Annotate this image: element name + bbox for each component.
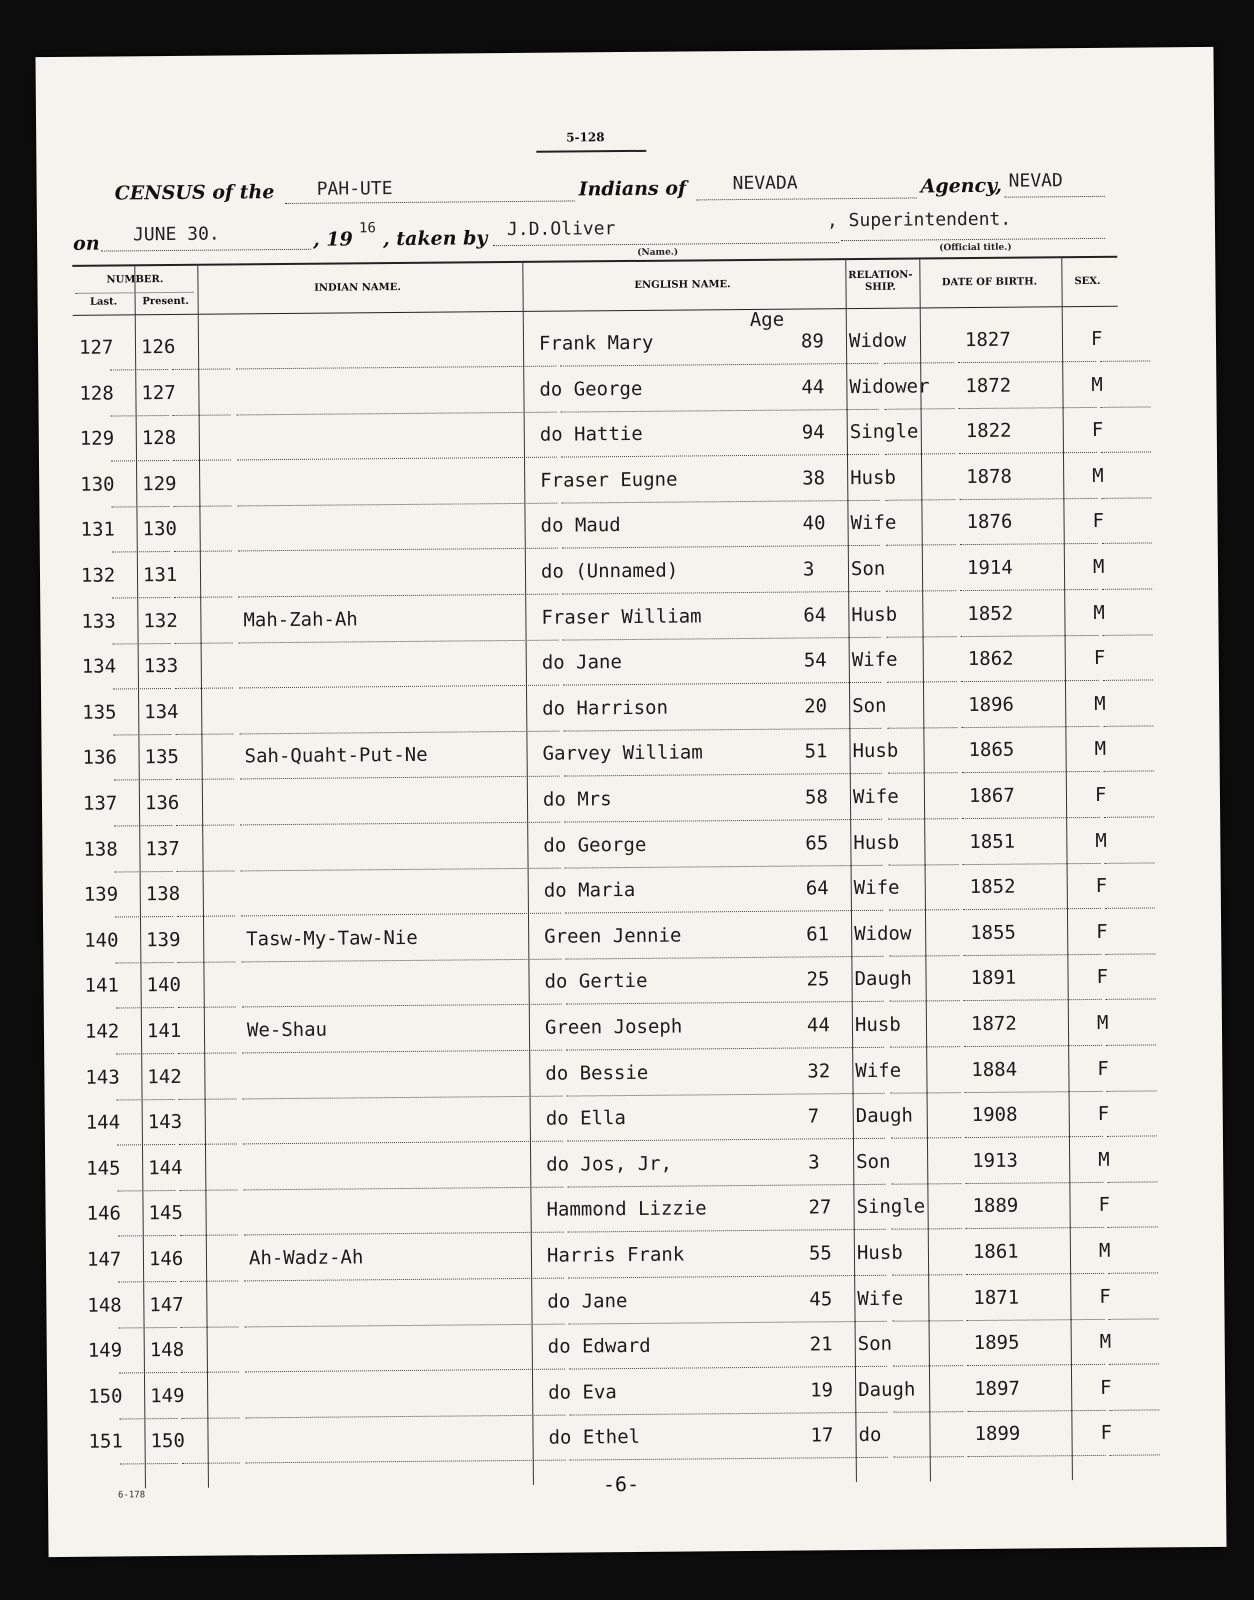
- indians-of-label: Indians of: [578, 177, 687, 201]
- cell-last-number: 145: [86, 1157, 121, 1180]
- cell-age: 61: [806, 923, 830, 946]
- cell-age: 58: [804, 786, 828, 809]
- state-line: [697, 197, 917, 200]
- relationship-heading: RELATION- SHIP.: [848, 269, 913, 293]
- date-value: JUNE 30.: [132, 223, 220, 246]
- cell-sex: F: [1093, 647, 1106, 670]
- cell-relationship: Husb: [854, 1013, 901, 1037]
- cell-age: 27: [808, 1196, 832, 1219]
- cell-sex: F: [1097, 1057, 1109, 1080]
- cell-present-number: 133: [143, 655, 179, 678]
- cell-date-of-birth: 1899: [974, 1423, 1021, 1446]
- cell-present-number: 127: [141, 381, 176, 404]
- agency-label: Agency,: [920, 174, 1003, 198]
- cell-english-name: do Jane: [541, 651, 622, 674]
- cell-present-number: 135: [144, 746, 180, 769]
- census-page: [35, 47, 1226, 1557]
- cell-relationship: Son: [852, 694, 887, 717]
- cell-present-number: 130: [142, 518, 178, 541]
- cell-date-of-birth: 1878: [966, 465, 1013, 488]
- cell-present-number: 138: [145, 883, 181, 906]
- cell-sex: M: [1098, 1239, 1111, 1262]
- cell-age: 55: [808, 1242, 832, 1265]
- cell-english-name: do Hattie: [539, 423, 643, 446]
- cell-last-number: 131: [80, 518, 116, 542]
- cell-age: 64: [803, 603, 827, 627]
- cell-last-number: 136: [82, 746, 118, 770]
- cell-english-name: Fraser William: [541, 604, 702, 629]
- cell-last-number: 142: [84, 1020, 120, 1043]
- cell-date-of-birth: 1897: [974, 1377, 1020, 1400]
- agency-line: [1005, 196, 1105, 198]
- number-heading: NUMBER.: [106, 274, 164, 286]
- cell-last-number: 135: [82, 701, 117, 724]
- cell-english-name: do Jos, Jr,: [546, 1152, 673, 1176]
- table-row: [82, 1410, 1127, 1465]
- cell-relationship: Daugh: [855, 1104, 914, 1128]
- cell-date-of-birth: 1914: [966, 556, 1013, 580]
- cell-relationship: Widow: [854, 922, 912, 945]
- cell-date-of-birth: 1884: [971, 1058, 1018, 1081]
- cell-present-number: 143: [147, 1111, 183, 1134]
- cell-date-of-birth: 1913: [972, 1149, 1019, 1172]
- cell-relationship: Widow: [848, 329, 907, 353]
- cell-date-of-birth: 1855: [970, 921, 1017, 944]
- date-of-birth-heading: DATE OF BIRTH.: [941, 276, 1038, 289]
- cell-age: 44: [801, 375, 825, 399]
- date-line: [101, 249, 311, 252]
- title-caption: (Official title.): [939, 242, 1012, 254]
- cell-date-of-birth: 1872: [970, 1012, 1017, 1036]
- heading-bottom-rule: [73, 306, 1118, 316]
- enumerator-value: J.D.Oliver: [506, 218, 616, 241]
- cell-english-name: do Ethel: [548, 1426, 641, 1450]
- cell-english-name: do Bessie: [545, 1061, 649, 1085]
- cell-relationship: Daugh: [858, 1378, 916, 1401]
- cell-sex: F: [1100, 1422, 1113, 1445]
- cell-date-of-birth: 1891: [970, 967, 1017, 990]
- cell-sex: F: [1099, 1285, 1111, 1308]
- cell-english-name: do Eva: [548, 1380, 617, 1404]
- cell-english-name: do Maud: [540, 514, 621, 538]
- cell-last-number: 127: [78, 336, 114, 359]
- cell-sex: F: [1098, 1194, 1111, 1217]
- census-label: CENSUS of the: [114, 181, 275, 205]
- cell-sex: F: [1091, 419, 1104, 442]
- cell-last-number: 137: [82, 792, 118, 815]
- cell-date-of-birth: 1861: [972, 1240, 1019, 1264]
- present-heading: Present.: [142, 295, 189, 308]
- cell-last-number: 128: [79, 382, 114, 405]
- cell-present-number: 145: [148, 1202, 183, 1225]
- cell-english-name: do Mrs: [542, 788, 612, 811]
- cell-present-number: 142: [147, 1065, 182, 1088]
- cell-last-number: 134: [81, 655, 117, 678]
- cell-sex: M: [1095, 829, 1107, 852]
- cell-present-number: 128: [141, 427, 177, 450]
- cell-age: 54: [803, 649, 827, 672]
- cell-relationship: Son: [850, 557, 886, 581]
- cell-date-of-birth: 1871: [973, 1286, 1020, 1309]
- row-dotted-rule: [182, 1463, 240, 1465]
- cell-present-number: 149: [150, 1384, 185, 1408]
- cell-present-number: 132: [143, 609, 178, 632]
- indian-name-heading: INDIAN NAME.: [314, 281, 401, 294]
- tribe-line: [285, 200, 575, 204]
- cell-english-name: do (Unnamed): [540, 559, 679, 583]
- cell-relationship: Wife: [851, 648, 898, 672]
- cell-sex: M: [1096, 1011, 1109, 1034]
- cell-relationship: Son: [857, 1332, 893, 1356]
- cell-english-name: Hammond Lizzie: [546, 1197, 707, 1222]
- year-prefix: , 19: [312, 228, 353, 251]
- cell-relationship: Wife: [853, 876, 900, 900]
- cell-indian-name: Ah-Wadz-Ah: [248, 1246, 364, 1270]
- form-number: 5-128: [566, 130, 605, 145]
- cell-age: 25: [806, 968, 830, 991]
- cell-last-number: 139: [83, 883, 119, 906]
- cell-relationship: Daugh: [854, 967, 912, 991]
- cell-last-number: 150: [88, 1385, 123, 1408]
- cell-sex: M: [1092, 464, 1104, 487]
- cell-date-of-birth: 1865: [968, 739, 1015, 762]
- cell-sex: F: [1090, 327, 1103, 350]
- last-heading: Last.: [89, 296, 118, 308]
- cell-sex: F: [1095, 875, 1108, 898]
- cell-present-number: 131: [142, 563, 178, 587]
- year-suffix: 16: [358, 220, 376, 237]
- cell-age: 38: [802, 467, 826, 490]
- agency-value: NEVAD: [1008, 170, 1063, 192]
- cell-date-of-birth: 1822: [965, 419, 1012, 443]
- cell-last-number: 140: [84, 929, 119, 952]
- cell-age: 7: [807, 1105, 820, 1128]
- cell-age: 3: [808, 1151, 820, 1174]
- table-top-rule: [72, 256, 1117, 267]
- cell-age: 45: [809, 1287, 833, 1311]
- cell-present-number: 134: [144, 700, 179, 724]
- cell-date-of-birth: 1889: [972, 1195, 1019, 1218]
- cell-english-name: do George: [539, 377, 643, 401]
- cell-last-number: 141: [84, 974, 120, 998]
- cell-present-number: 126: [140, 335, 176, 359]
- cell-age: 21: [809, 1333, 833, 1356]
- cell-present-number: 148: [149, 1339, 185, 1362]
- cell-sex: F: [1097, 1103, 1110, 1126]
- footer-form-code: 6-178: [117, 1490, 146, 1501]
- cell-last-number: 130: [80, 473, 115, 496]
- cell-present-number: 147: [149, 1293, 184, 1316]
- cell-english-name: do Gertie: [544, 970, 648, 994]
- cell-last-number: 147: [86, 1248, 122, 1271]
- cell-relationship: Wife: [850, 512, 897, 535]
- cell-relationship: Widower: [849, 374, 930, 398]
- row-dotted-rule: [894, 1457, 964, 1459]
- cell-present-number: 136: [144, 791, 180, 815]
- cell-english-name: do Edward: [547, 1335, 651, 1358]
- cell-age: 65: [805, 831, 829, 855]
- cell-date-of-birth: 1876: [966, 511, 1013, 534]
- row-dotted-rule: [120, 1463, 178, 1465]
- cell-date-of-birth: 1852: [967, 602, 1014, 625]
- cell-last-number: 143: [85, 1066, 120, 1089]
- row-dotted-rule: [968, 1455, 1106, 1457]
- cell-present-number: 140: [146, 974, 182, 997]
- cell-age: 94: [801, 421, 825, 444]
- cell-last-number: 148: [87, 1294, 122, 1317]
- sex-heading: SEX.: [1074, 275, 1101, 288]
- cell-english-name: do Ella: [545, 1107, 626, 1130]
- cell-present-number: 139: [146, 928, 181, 952]
- enumerator-title: , Superintendent.: [826, 208, 1012, 232]
- cell-relationship: Wife: [857, 1287, 904, 1310]
- cell-present-number: 144: [148, 1156, 183, 1180]
- cell-age: 17: [810, 1424, 834, 1447]
- cell-sex: M: [1094, 692, 1106, 715]
- cell-date-of-birth: 1827: [964, 328, 1011, 352]
- title-line: [841, 238, 1105, 241]
- on-label: on: [73, 232, 100, 255]
- row-dotted-rule: [570, 1457, 888, 1461]
- tribe-value: PAH-UTE: [316, 178, 393, 200]
- taken-by-label: , taken by: [382, 227, 488, 251]
- cell-date-of-birth: 1908: [971, 1103, 1018, 1127]
- cell-sex: M: [1092, 555, 1105, 578]
- cell-english-name: Harris Frank: [546, 1243, 685, 1267]
- cell-date-of-birth: 1872: [965, 374, 1012, 397]
- cell-english-name: do Jane: [547, 1289, 628, 1313]
- cell-present-number: 146: [148, 1247, 184, 1271]
- page-number: -6-: [602, 1471, 640, 1497]
- cell-indian-name: Mah-Zah-Ah: [243, 607, 358, 631]
- cell-last-number: 144: [85, 1111, 121, 1134]
- cell-sex: F: [1096, 966, 1109, 989]
- cell-sex: F: [1100, 1376, 1112, 1399]
- cell-relationship: Single: [856, 1195, 926, 1219]
- name-caption: (Name.): [637, 247, 679, 258]
- cell-sex: F: [1094, 783, 1107, 806]
- cell-relationship: Single: [849, 420, 919, 444]
- cell-date-of-birth: 1896: [968, 693, 1015, 716]
- cell-date-of-birth: 1895: [973, 1331, 1020, 1355]
- cell-date-of-birth: 1852: [969, 875, 1016, 899]
- cell-last-number: 151: [88, 1430, 123, 1454]
- cell-relationship: Husb: [852, 740, 899, 763]
- cell-last-number: 146: [86, 1202, 121, 1226]
- age-label: Age: [749, 308, 785, 331]
- cell-english-name: Green Joseph: [544, 1015, 683, 1039]
- cell-sex: M: [1098, 1148, 1110, 1171]
- cell-age: 44: [806, 1014, 830, 1037]
- row-dotted-rule: [246, 1460, 566, 1464]
- cell-age: 19: [810, 1379, 834, 1402]
- state-value: NEVADA: [732, 172, 798, 195]
- cell-age: 3: [802, 558, 815, 581]
- cell-last-number: 133: [81, 610, 116, 633]
- cell-indian-name: Sah-Quaht-Put-Ne: [244, 744, 428, 768]
- cell-age: 32: [807, 1059, 831, 1083]
- cell-english-name: Green Jennie: [544, 924, 682, 948]
- cell-age: 89: [800, 330, 824, 353]
- cell-sex: M: [1094, 738, 1107, 761]
- cell-english-name: Garvey William: [542, 741, 703, 766]
- cell-english-name: Frank Mary: [538, 331, 654, 355]
- cell-english-name: Fraser Eugne: [540, 468, 678, 492]
- cell-sex: M: [1093, 601, 1105, 624]
- cell-sex: M: [1091, 373, 1103, 396]
- cell-present-number: 137: [145, 837, 180, 860]
- cell-last-number: 138: [83, 838, 118, 861]
- cell-age: 40: [802, 512, 826, 535]
- enumerator-line: [493, 242, 839, 246]
- cell-last-number: 149: [87, 1339, 123, 1362]
- cell-sex: F: [1092, 510, 1105, 533]
- cell-english-name: do George: [543, 833, 647, 857]
- cell-sex: M: [1099, 1331, 1112, 1354]
- cell-english-name: do Maria: [543, 879, 636, 902]
- cell-relationship: do: [858, 1424, 882, 1447]
- cell-relationship: Husb: [850, 466, 897, 489]
- cell-present-number: 141: [146, 1019, 182, 1043]
- cell-sex: F: [1096, 920, 1108, 943]
- cell-date-of-birth: 1862: [967, 647, 1014, 671]
- cell-age: 51: [804, 740, 828, 763]
- cell-relationship: Wife: [852, 785, 899, 809]
- row-dotted-rule: [1110, 1455, 1160, 1456]
- cell-relationship: Wife: [855, 1059, 902, 1082]
- cell-age: 64: [805, 877, 829, 900]
- cell-last-number: 132: [80, 564, 116, 587]
- cell-date-of-birth: 1851: [969, 830, 1016, 853]
- english-name-heading: ENGLISH NAME.: [634, 279, 731, 291]
- cell-indian-name: Tasw-My-Taw-Nie: [246, 926, 418, 951]
- cell-relationship: Son: [856, 1150, 891, 1173]
- cell-present-number: 129: [142, 472, 177, 496]
- cell-relationship: Husb: [853, 831, 900, 854]
- cell-date-of-birth: 1867: [968, 784, 1015, 808]
- cell-indian-name: We-Shau: [246, 1018, 328, 1042]
- cell-last-number: 129: [79, 427, 115, 450]
- cell-present-number: 150: [150, 1430, 185, 1453]
- cell-relationship: Husb: [856, 1241, 903, 1265]
- cell-age: 20: [804, 695, 828, 718]
- form-number-underline: [536, 150, 646, 153]
- cell-english-name: do Harrison: [542, 696, 669, 720]
- cell-relationship: Husb: [851, 603, 898, 626]
